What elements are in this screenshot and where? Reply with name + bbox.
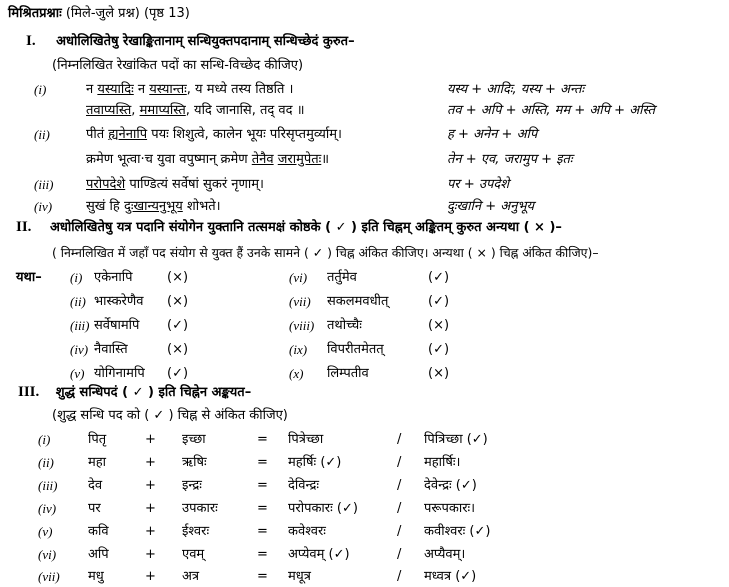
question-line [86, 125, 342, 144]
sandhi-answer: तव + अपि + अस्ति, मम + अपि + अस्ति [447, 103, 655, 118]
question-text-post: , य मध्ये तस्य तिष्ठति । [186, 82, 294, 97]
second-word: इन्द्रः [182, 478, 202, 493]
item-number: (vi) [38, 547, 57, 562]
section1-numeral: I. [26, 33, 36, 49]
mark-box: (×) [167, 342, 189, 357]
option-two: कवीश्वरः (✓) [424, 524, 491, 539]
item-number: (vii) [38, 569, 60, 584]
word: लिम्पतीव [327, 366, 369, 381]
slash-sign: / [397, 547, 402, 562]
question-line [86, 150, 329, 169]
word: योगिनामपि [94, 366, 145, 381]
first-word: देव [88, 478, 103, 493]
equals-sign: = [257, 432, 268, 447]
option-one: देविन्द्रः [288, 478, 320, 493]
slash-sign: / [397, 478, 402, 493]
equals-sign: = [257, 501, 268, 516]
plus-sign: + [145, 432, 156, 447]
option-one: परोपकारः (✓) [288, 501, 358, 516]
question-line [86, 197, 221, 216]
first-word: कवि [88, 524, 109, 539]
word: भास्करेणैव [94, 294, 144, 309]
first-word: अपि [88, 547, 109, 562]
word: सर्वेषामपि [94, 318, 140, 333]
item-number: (vii) [289, 294, 311, 309]
second-word: एवम् [182, 547, 205, 562]
option-two: परूपकारः। [424, 501, 476, 516]
question-line [86, 101, 304, 120]
slash-sign: / [397, 501, 402, 516]
underlined-word: यस्यान्तः [149, 82, 187, 97]
item-number: (x) [289, 366, 304, 381]
section3-hindi: (शुद्ध सन्धि पद को ( ✓ ) चिह्न से अंकित कीजिए) [52, 408, 288, 423]
option-one: मधूत्र [288, 569, 311, 584]
sandhi-answer: तेन + एव, जरामुप + इतः [447, 152, 573, 167]
question-text-pre: सुखं हि [86, 199, 124, 214]
item-number: (ix) [289, 342, 308, 357]
question-line [86, 80, 293, 99]
sandhi-answer: दुःखानि + अनुभूय [447, 199, 535, 214]
mark-box: (×) [428, 366, 450, 381]
item-number: (v) [38, 524, 53, 539]
sandhi-answer: ह + अनेन + अपि [447, 127, 538, 142]
second-word: इच्छा [182, 432, 206, 447]
item-number: (v) [70, 366, 85, 381]
question-text-mid: , [131, 103, 140, 118]
item-number: (viii) [289, 318, 315, 333]
item-number: (iii) [70, 318, 90, 333]
header-subtitle: (मिले-जुले प्रश्न) [65, 6, 140, 21]
plus-sign: + [145, 524, 156, 539]
second-word: ईश्वरः [182, 524, 210, 539]
header-title: मिश्रितप्रश्नाः [8, 6, 62, 21]
slash-sign: / [397, 569, 402, 584]
plus-sign: + [145, 478, 156, 493]
word: विपरीतमेतत् [327, 342, 384, 357]
header-page-ref: (पृष्ठ 13) [143, 6, 190, 21]
section3-heading [18, 383, 251, 402]
second-word: अत्र [182, 569, 200, 584]
question-line [86, 175, 264, 194]
word: सकलमवधीत् [327, 294, 389, 309]
option-two: अप्यैवम्। [424, 547, 466, 562]
option-one: पित्रेच्छा [288, 432, 324, 447]
item-number: (i) [38, 432, 51, 447]
option-one: महर्षिः (✓) [288, 455, 342, 470]
equals-sign: = [257, 455, 268, 470]
plus-sign: + [145, 569, 156, 584]
first-word: पर [88, 501, 101, 516]
word: नैवास्ति [94, 342, 128, 357]
question-text-post: ॥ [321, 152, 330, 167]
option-two: देवेन्द्रः (✓) [424, 478, 477, 493]
option-two: पित्रिच्छा (✓) [424, 432, 488, 447]
option-one: कवेश्वरः [288, 524, 326, 539]
mark-box: (×) [428, 318, 450, 333]
section1-hindi: (निम्नलिखित रेखांकित पदों का सन्धि-विच्छेद कीजिए) [52, 58, 304, 73]
underlined-word: यस्यादिः [97, 82, 134, 97]
question-text-pre: क्रमेण भूत्वा·च युवा वपुष्मान् क्रमेण [86, 152, 252, 167]
mark-box: (✓) [428, 270, 450, 285]
slash-sign: / [397, 432, 402, 447]
section1-heading [26, 32, 355, 51]
option-two: महार्षिः। [424, 455, 461, 470]
section2-numeral: II. [16, 219, 32, 235]
word: तथोच्चैः [327, 318, 362, 333]
mark-box: (✓) [428, 294, 450, 309]
underlined-word: परोपदेशे [86, 177, 126, 192]
question-text-mid: पाण्डित्यं सर्वेषां सुकरं नृणाम्। [125, 177, 264, 192]
second-word: उपकारः [182, 501, 218, 516]
sandhi-answer: यस्य + आदिः, यस्य + अन्तः [447, 82, 585, 97]
question-text-pre: न [86, 82, 98, 97]
item-number: (iii) [34, 177, 54, 192]
mark-box: (✓) [167, 366, 189, 381]
question-text-mid: पयः शिशुत्वे, कालेन भूयः परिसृप्तमुर्व्याम्। [147, 127, 342, 142]
question-text-mid: शोभते। [182, 199, 221, 214]
mark-box: (✓) [167, 318, 189, 333]
mark-box: (×) [167, 270, 189, 285]
underlined-word: तवाप्यस्ति [86, 103, 132, 118]
item-number: (ii) [34, 127, 50, 142]
first-word: पितृ [88, 432, 107, 447]
plus-sign: + [145, 547, 156, 562]
item-number: (iv) [34, 199, 53, 214]
item-number: (vi) [289, 270, 308, 285]
underlined-word: दुःखान्यनुभूय [123, 199, 183, 214]
option-one: अप्येवम् (✓) [288, 547, 350, 562]
question-text-mid: न [133, 82, 150, 97]
first-word: महा [88, 455, 107, 470]
item-number: (iv) [38, 501, 57, 516]
slash-sign: / [397, 524, 402, 539]
slash-sign: / [397, 455, 402, 470]
equals-sign: = [257, 478, 268, 493]
section2-hindi: ( निम्नलिखित में जहाँ पद संयोग से युक्त हैं उनके सामने ( ✓ ) चिह्न अंकित कीजिए। अन्यथा ( × ) चिह्न अंकित कीजिए)– [52, 245, 599, 260]
second-word: ऋषिः [182, 455, 207, 470]
item-number: (ii) [70, 294, 86, 309]
mark-box: (✓) [428, 342, 450, 357]
section2-instruction: अधोलिखितेषु यत्र पदानि संयोगेन युक्तानि तत्समक्षं कोष्ठके ( ✓ ) इति चिह्नम् अङ्कितम् कुरुत अन्यथा ( × )– [49, 220, 562, 235]
question-text-pre: पीतं [86, 127, 109, 142]
underlined-word: तेनैव [251, 152, 274, 167]
underlined-word: ममाप्यस्ति [139, 103, 186, 118]
item-number: (iii) [38, 478, 58, 493]
question-text-post: , यदि जानासि, तद् वद ॥ [185, 103, 305, 118]
word: एकेनापि [94, 270, 133, 285]
section3-instruction: शुद्धं सन्धिपदं ( ✓ ) इति चिह्नेन अङ्कयत– [55, 385, 252, 400]
option-two: मध्वत्र (✓) [424, 569, 477, 584]
page-header [8, 4, 190, 23]
underlined-word: जरामुपेतः [277, 152, 322, 167]
section2-heading [16, 218, 562, 237]
sandhi-answer: पर + उपदेशे [447, 177, 510, 192]
word: तर्तुमेव [327, 270, 357, 285]
item-number: (iv) [70, 342, 89, 357]
item-number: (i) [34, 82, 47, 97]
item-number: (i) [70, 270, 83, 285]
equals-sign: = [257, 524, 268, 539]
underlined-word: ह्यनेनापि [108, 127, 148, 142]
equals-sign: = [257, 569, 268, 584]
example-label: यथा– [16, 270, 42, 285]
item-number: (ii) [38, 455, 54, 470]
plus-sign: + [145, 501, 156, 516]
first-word: मधु [88, 569, 104, 584]
section1-instruction: अधोलिखितेषु रेखाङ्कितानाम् सन्धियुक्तपदानाम् सन्धिच्छेदं कुरुत– [56, 34, 355, 49]
plus-sign: + [145, 455, 156, 470]
section3-numeral: III. [18, 384, 40, 400]
equals-sign: = [257, 547, 268, 562]
mark-box: (×) [167, 294, 189, 309]
